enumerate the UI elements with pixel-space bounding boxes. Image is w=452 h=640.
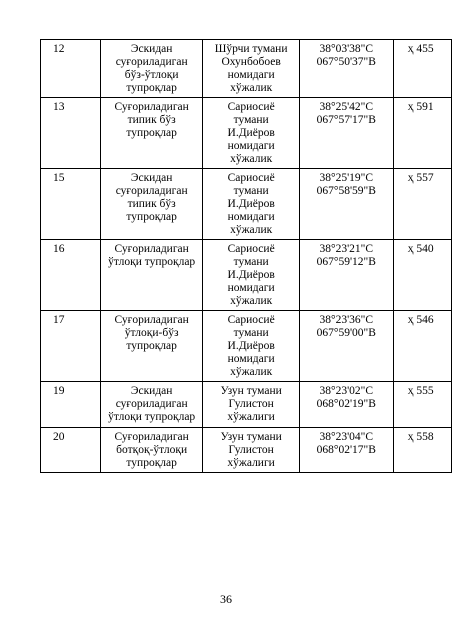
cell-line: Узун тумани [220, 431, 282, 443]
row-number: 20 [53, 431, 65, 443]
soil-type-cell [100, 428, 203, 473]
cell-line: 068°02'19"В [316, 398, 376, 410]
cell-line: тупроқлар [126, 211, 177, 223]
cell-line: 38°23'21"С [319, 243, 374, 255]
cell-line: И.Диёров [227, 127, 275, 139]
cell-line: 067°50'37"В [316, 56, 376, 68]
cell-line: типик бўз [127, 114, 176, 126]
section-number: ҳ 557 [407, 172, 434, 184]
cell-line: номидаги [227, 282, 275, 294]
location-cell [203, 382, 299, 428]
section-number-cell [393, 311, 451, 382]
table-row [41, 382, 452, 428]
section-number-cell [393, 169, 451, 240]
cell-line: Гулистон [228, 398, 274, 410]
section-number-cell [393, 428, 451, 473]
coordinates-cell [299, 40, 393, 98]
cell-line: номидаги [227, 211, 275, 223]
cell-line: тупроқлар [126, 82, 177, 94]
soil-type-cell [100, 240, 203, 311]
cell-line: номидаги [227, 140, 275, 152]
section-number-cell [393, 240, 451, 311]
cell-line: 38°23'36"С [319, 314, 374, 326]
cell-line: тупроқлар [126, 457, 177, 469]
cell-line: Суғориладиган [114, 101, 189, 113]
cell-line: Эскидан [130, 43, 173, 55]
row-number-cell [41, 240, 101, 311]
cell-line: Сариосиё [227, 101, 275, 113]
cell-line: Суғориладиган [114, 314, 189, 326]
section-number-cell [393, 40, 451, 98]
cell-line: 067°58'59"В [316, 185, 376, 197]
cell-line: 38°25'42"С [319, 101, 374, 113]
section-number: ҳ 591 [407, 101, 434, 113]
cell-line: хўжалиги [227, 457, 275, 469]
cell-line: номидаги [227, 353, 275, 365]
soil-type-cell [100, 382, 203, 428]
soil-type-cell [100, 311, 203, 382]
cell-line: тупроқлар [126, 127, 177, 139]
cell-line: типик бўз [127, 198, 176, 210]
row-number: 15 [53, 172, 65, 184]
table-row [41, 240, 452, 311]
cell-line: тумани [233, 114, 269, 126]
cell-line: хўжалик [230, 295, 273, 307]
location-cell [203, 311, 299, 382]
table-row [41, 311, 452, 382]
cell-line: хўжалик [230, 366, 273, 378]
section-number: ҳ 455 [407, 43, 434, 55]
table-body [41, 40, 452, 473]
table-row [41, 98, 452, 169]
row-number: 16 [53, 243, 65, 255]
row-number: 13 [53, 101, 65, 113]
cell-line: Сариосиё [227, 243, 275, 255]
table-row [41, 40, 452, 98]
cell-line: И.Диёров [227, 340, 275, 352]
cell-line: И.Диёров [227, 269, 275, 281]
cell-line: Охунбобоев [221, 56, 281, 68]
coordinates-cell [299, 98, 393, 169]
cell-line: 38°03'38"С [319, 43, 374, 55]
cell-line: хўжалиги [227, 411, 275, 423]
row-number: 19 [53, 385, 65, 397]
cell-line: 38°23'04"С [319, 431, 374, 443]
cell-line: суғориладиган [115, 56, 188, 68]
location-cell [203, 98, 299, 169]
table-row [41, 428, 452, 473]
cell-line: 067°57'17"В [316, 114, 376, 126]
coordinates-cell [299, 169, 393, 240]
cell-line: хўжалик [230, 224, 273, 236]
coordinates-cell [299, 311, 393, 382]
section-number-cell [393, 382, 451, 428]
location-cell [203, 240, 299, 311]
page-number: 36 [220, 592, 232, 606]
section-number-cell [393, 98, 451, 169]
coordinates-cell [299, 428, 393, 473]
section-number: ҳ 546 [407, 314, 434, 326]
cell-line: 068°02'17"В [316, 444, 376, 456]
cell-line: хўжалик [230, 82, 273, 94]
cell-line: 067°59'12"В [316, 256, 376, 268]
cell-line: тумани [233, 327, 269, 339]
cell-line: Суғориладиган [114, 243, 189, 255]
coordinates-cell [299, 382, 393, 428]
cell-line: тупроқлар [126, 340, 177, 352]
cell-line: тумани [233, 185, 269, 197]
cell-line: Сариосиё [227, 314, 275, 326]
location-cell [203, 428, 299, 473]
location-cell [203, 40, 299, 98]
cell-line: 067°59'00"В [316, 327, 376, 339]
cell-line: Узун тумани [220, 385, 282, 397]
cell-line: Гулистон [228, 444, 274, 456]
soil-samples-table [40, 39, 452, 473]
cell-line: суғориладиган [115, 398, 188, 410]
cell-line: 38°25'19"С [319, 172, 374, 184]
cell-line: ўтлоқи тупроқлар [108, 256, 196, 268]
row-number: 17 [53, 314, 65, 326]
row-number-cell [41, 40, 101, 98]
cell-line: Эскидан [130, 385, 173, 397]
cell-line: 38°23'02"С [319, 385, 374, 397]
soil-type-cell [100, 169, 203, 240]
row-number: 12 [53, 43, 65, 55]
location-cell [203, 169, 299, 240]
coordinates-cell [299, 240, 393, 311]
row-number-cell [41, 98, 101, 169]
row-number-cell [41, 311, 101, 382]
cell-line: И.Диёров [227, 198, 275, 210]
cell-line: Суғориладиган [114, 431, 189, 443]
cell-line: ўтлоқи тупроқлар [108, 411, 196, 423]
table-row [41, 169, 452, 240]
row-number-cell [41, 169, 101, 240]
soil-type-cell [100, 40, 203, 98]
cell-line: Сариосиё [227, 172, 275, 184]
cell-line: Шўрчи тумани [214, 43, 288, 55]
cell-line: ўтлоқи-бўз [124, 327, 179, 339]
row-number-cell [41, 382, 101, 428]
cell-line: хўжалик [230, 153, 273, 165]
soil-type-cell [100, 98, 203, 169]
section-number: ҳ 558 [407, 431, 434, 443]
cell-line: тумани [233, 256, 269, 268]
section-number: ҳ 540 [407, 243, 434, 255]
cell-line: номидаги [227, 69, 275, 81]
cell-line: ботқоқ-ўтлоқи [116, 444, 188, 456]
row-number-cell [41, 428, 101, 473]
cell-line: Эскидан [130, 172, 173, 184]
section-number: ҳ 555 [407, 385, 434, 397]
cell-line: бўз-ўтлоқи [124, 69, 179, 81]
cell-line: суғориладиган [115, 185, 188, 197]
